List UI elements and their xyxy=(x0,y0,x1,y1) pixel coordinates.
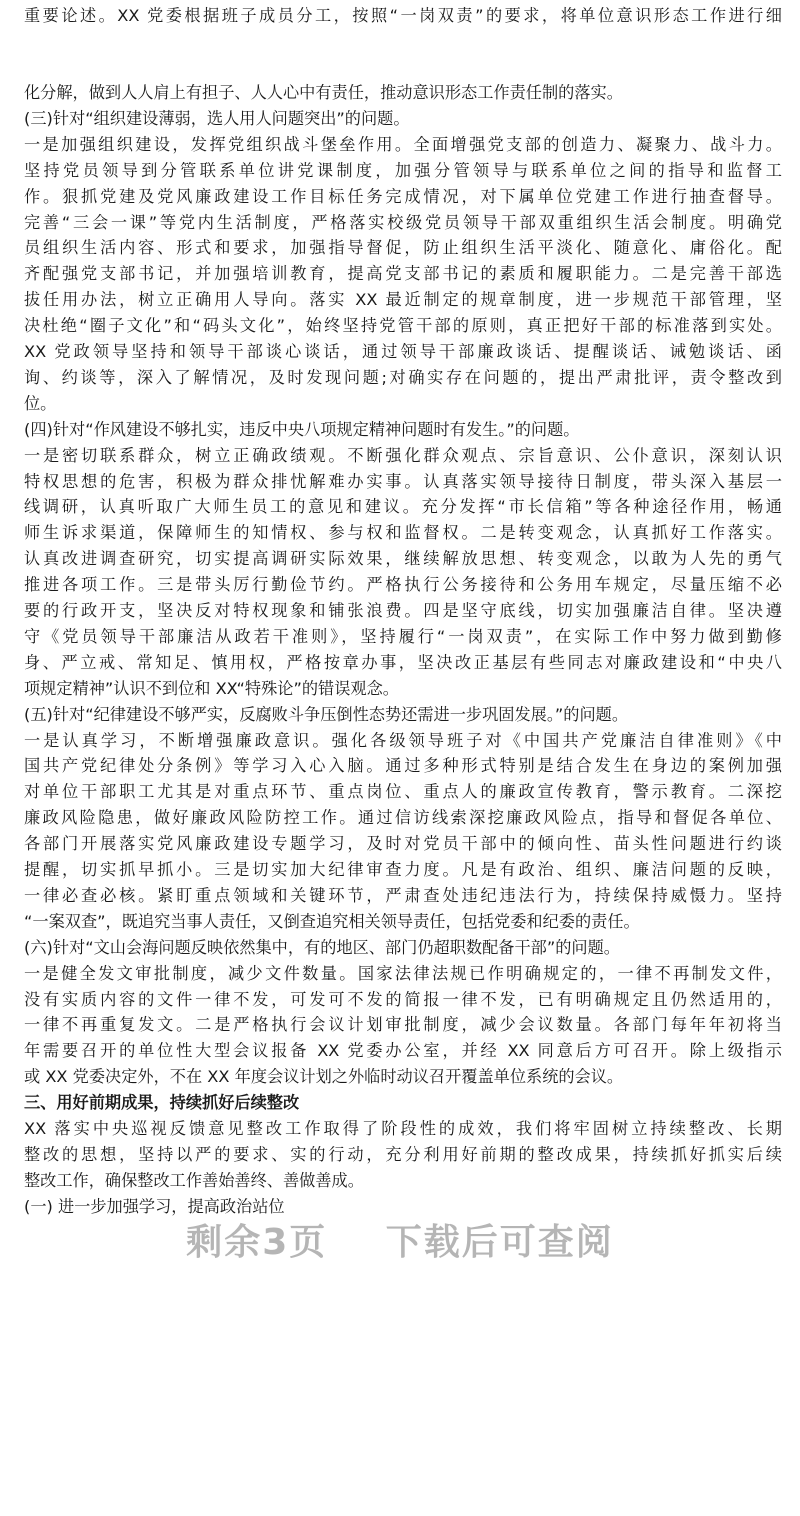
text-line: XX 党政领导坚持和领导干部谈心谈话，通过领导干部廉政谈话、提醒谈话、诫勉谈话、函 xyxy=(24,342,782,361)
text-line: 推进各项工作。三是带头厉行勤俭节约。严格执行公务接待和公务用车规定，尽量压缩不必 xyxy=(24,575,782,595)
text-line: (四)针对“作风建设不够扎实，违反中央八项规定精神问题时有发生。”的问题。 xyxy=(24,419,580,439)
text-line: 位。 xyxy=(24,393,57,413)
text-line: 重要论述。XX 党委根据班子成员分工，按照“一岗双责”的要求，将单位意识形态工作进行细 xyxy=(24,6,782,25)
text-line: 一是密切联系群众，树立正确政绩观。不断强化群众观点、宗旨意识、公仆意识，深刻认识 xyxy=(24,445,782,465)
text-line: 对单位干部职工尤其是对重点环节、重点岗位、重点人的廉政宣传教育，警示教育。二深挖 xyxy=(24,782,782,802)
text-line: 特权思想的危害，积极为群众排忧解难办实事。认真落实领导接待日制度，带头深入基层一 xyxy=(24,471,782,491)
section-heading: 三、用好前期成果，持续抓好后续整改 xyxy=(24,1093,300,1113)
text-line: 没有实质内容的文件一律不发，可发可不发的简报一律不发，已有明确规定且仍然适用的， xyxy=(24,989,782,1009)
remaining-pages-label: 剩余3页 xyxy=(186,1222,328,1263)
text-line: (五)针对“纪律建设不够严实，反腐败斗争压倒性态势还需进一步巩固发展。”的问题。 xyxy=(24,704,629,724)
text-line: 整改工作，确保整改工作善始善终、善做善成。 xyxy=(24,1170,364,1190)
text-line: 要的行政开支，坚决反对特权现象和铺张浪费。四是坚守底线，切实加强廉洁自律。坚决遵 xyxy=(24,601,782,620)
text-line: 员组织生活内容、形式和要求，加强指导督促，防止组织生活平淡化、随意化、庸俗化。配 xyxy=(24,238,782,258)
text-line: 身、严立戒、常知足、慎用权，严格按章办事，坚决改正基层有些同志对廉政建设和“中央八 xyxy=(24,652,782,672)
text-line: 完善“三会一课”等党内生活制度，严格落实校级党员领导干部双重组织生活会制度。明确党 xyxy=(24,212,782,232)
text-line: 年需要召开的单位性大型会议报备 XX 党委办公室，并经 XX 同意后方可召开。除上级指示 xyxy=(24,1041,782,1061)
text-line: 齐配强党支部书记，并加强培训教育，提高党支部书记的素质和履职能力。二是完善干部选 xyxy=(24,264,782,284)
text-line: 化分解，做到人人肩上有担子、人人心中有责任，推动意识形态工作责任制的落实。 xyxy=(24,83,623,102)
text-line: 一是加强组织建设，发挥党组织战斗堡垒作用。全面增强党支部的创造力、凝聚力、战斗力。 xyxy=(24,134,782,154)
text-line: “一案双查”，既追究当事人责任，又倒查追究相关领导责任，包括党委和纪委的责任。 xyxy=(24,911,640,931)
text-line: 守《党员领导干部廉洁从政若干准则》，坚持履行“一岗双责”，在实际工作中努力做到勤修 xyxy=(24,626,782,646)
text-line: 廉政风险隐患，做好廉政风险防控工作。通过信访线索深挖廉政风险点，指导和督促各单位、 xyxy=(24,808,782,828)
text-line: 作。狠抓党建及党风廉政建设工作目标任务完成情况，对下属单位党建工作进行抽查督导。 xyxy=(24,186,782,206)
text-line: XX 落实中央巡视反馈意见整改工作取得了阶段性的成效，我们将牢固树立持续整改、长期 xyxy=(24,1119,782,1138)
text-line: 拔任用办法，树立正确用人导向。落实 XX 最近制定的规章制度，进一步规范干部管理，坚 xyxy=(24,290,782,310)
text-line: 提醒，切实抓早抓小。三是切实加大纪律审查力度。凡是有政治、组织、廉洁问题的反映， xyxy=(24,860,782,879)
text-line: 一律必查必核。紧盯重点领域和关键环节，严肃查处违纪违法行为，持续保持威慑力。坚持 xyxy=(24,885,782,905)
text-line: 认真改进调查研究，切实提高调研实际效果，继续解放思想、转变观念，以敢为人先的勇气 xyxy=(24,549,782,569)
text-line: 询、约谈等，深入了解情况，及时发现问题;对确实存在问题的，提出严肃批评，责令整改到 xyxy=(24,367,782,387)
text-line: 一是健全发文审批制度，减少文件数量。国家法律法规已作明确规定的，一律不再制发文件， xyxy=(24,963,782,983)
text-line: 项规定精神”认识不到位和 XX“特殊论”的错误观念。 xyxy=(24,678,399,698)
text-line: 师生诉求渠道，保障师生的知情权、参与权和监督权。二是转变观念，认真抓好工作落实。 xyxy=(24,523,782,543)
text-line: 国共产党纪律处分条例》等学习入心入脑。通过多种形式特别是结合发生在身边的案例加强 xyxy=(24,756,782,776)
text-line: 决杜绝“圈子文化”和“码头文化”，始终坚持党管干部的原则，真正把好干部的标准落到实处。 xyxy=(24,316,782,336)
text-line: (六)针对“文山会海问题反映依然集中，有的地区、部门仍超职数配备干部”的问题。 xyxy=(24,937,620,957)
text-line: 各部门开展落实党风廉政建设专题学习，及时对党员干部中的倾向性、苗头性问题进行约谈 xyxy=(24,834,782,854)
text-line: (一) 进一步加强学习，提高政治站位 xyxy=(24,1196,285,1216)
text-line: 或 XX 党委决定外，不在 XX 年度会议计划之外临时动议召开覆盖单位系统的会议。 xyxy=(24,1067,624,1087)
download-prompt xyxy=(0,1214,800,1265)
text-line: 一律不再重复发文。二是严格执行会议计划审批制度，减少会议数量。各部门每年年初将当 xyxy=(24,1015,782,1035)
text-line: 一是认真学习，不断增强廉政意识。强化各级领导班子对《中国共产党廉洁自律准则》《中 xyxy=(24,730,782,750)
text-line: 线调研，认真听取广大师生员工的意见和建议。充分发挥“市长信箱”等各种途径作用，畅通 xyxy=(24,497,782,517)
download-to-view-label: 下载后可查阅 xyxy=(385,1222,614,1263)
text-line: 整改的思想，坚持以严的要求、实的行动，充分利用好前期的整改成果，持续抓好抓实后续 xyxy=(24,1144,782,1164)
text-line: 坚持党员领导到分管联系单位讲党课制度，加强分管领导与联系单位之间的指导和监督工 xyxy=(24,160,782,180)
text-line: (三)针对“组织建设薄弱，选人用人问题突出”的问题。 xyxy=(24,108,410,128)
